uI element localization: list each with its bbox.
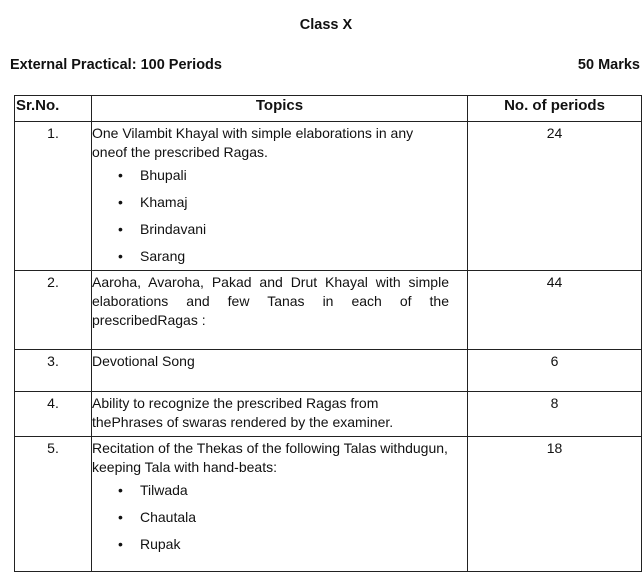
periods-value: 8 [468, 392, 642, 437]
sr-number: 5. [15, 437, 92, 572]
bullet-item [118, 189, 449, 216]
bullet-icon: • [118, 221, 123, 237]
topic-text: Aaroha, Avaroha, Pakad and Drut Khayal with simple elaborations and few Tanas in each of the prescribedRagas : [92, 274, 449, 328]
bullet-item [118, 243, 449, 270]
syllabus-table [14, 95, 642, 572]
bullet-text: Sarang [140, 248, 186, 264]
periods-value: 44 [468, 271, 642, 350]
bullet-text: Khamaj [140, 194, 188, 210]
table-row [15, 271, 642, 350]
bullet-icon: • [118, 167, 123, 183]
table-header-row [15, 96, 642, 122]
sr-number: 3. [15, 350, 92, 392]
periods-value: 18 [468, 437, 642, 572]
table-row [15, 437, 642, 572]
bullet-item [118, 531, 449, 558]
header-periods: No. of periods [468, 96, 642, 122]
table-row [15, 392, 642, 437]
bullet-icon: • [118, 194, 123, 210]
section-heading: External Practical: 100 Periods [10, 57, 222, 73]
bullet-icon: • [118, 536, 123, 552]
topic-text: One Vilambit Khayal with simple elaborations in any oneof the prescribed Ragas. [92, 125, 414, 160]
bullet-item [118, 216, 449, 243]
bullet-item [118, 504, 449, 531]
bullet-item [118, 477, 449, 504]
header-sr: Sr.No. [15, 96, 92, 122]
bullet-list [92, 477, 449, 558]
periods-value: 6 [468, 350, 642, 392]
table-row [15, 350, 642, 392]
bullet-text: Rupak [140, 536, 181, 552]
topic-cell [92, 437, 468, 572]
sr-number: 2. [15, 271, 92, 350]
topic-cell [92, 271, 468, 350]
bullet-text: Tilwada [140, 482, 188, 498]
bullet-list [92, 162, 449, 270]
topic-cell [92, 122, 468, 271]
sr-number: 4. [15, 392, 92, 437]
page-title: Class X [299, 17, 353, 33]
bullet-item [118, 162, 449, 189]
bullet-icon: • [118, 248, 123, 264]
bullet-icon: • [118, 509, 123, 525]
table-row [15, 122, 642, 271]
sr-number: 1. [15, 122, 92, 271]
topic-cell [92, 392, 468, 437]
bullet-text: Chautala [140, 509, 197, 525]
topic-text: Recitation of the Thekas of the following Talas withdugun, keeping Tala with hand-beats: [92, 440, 448, 475]
periods-value: 24 [468, 122, 642, 271]
bullet-text: Bhupali [140, 167, 187, 183]
topic-cell [92, 350, 468, 392]
header-topics: Topics [92, 96, 468, 122]
bullet-icon: • [118, 482, 123, 498]
topic-text: Devotional Song [92, 353, 195, 369]
marks-label: 50 Marks [577, 57, 640, 73]
bullet-text: Brindavani [140, 221, 207, 237]
topic-text: Ability to recognize the prescribed Ragas from thePhrases of swaras rendered by the examiner. [92, 395, 394, 430]
